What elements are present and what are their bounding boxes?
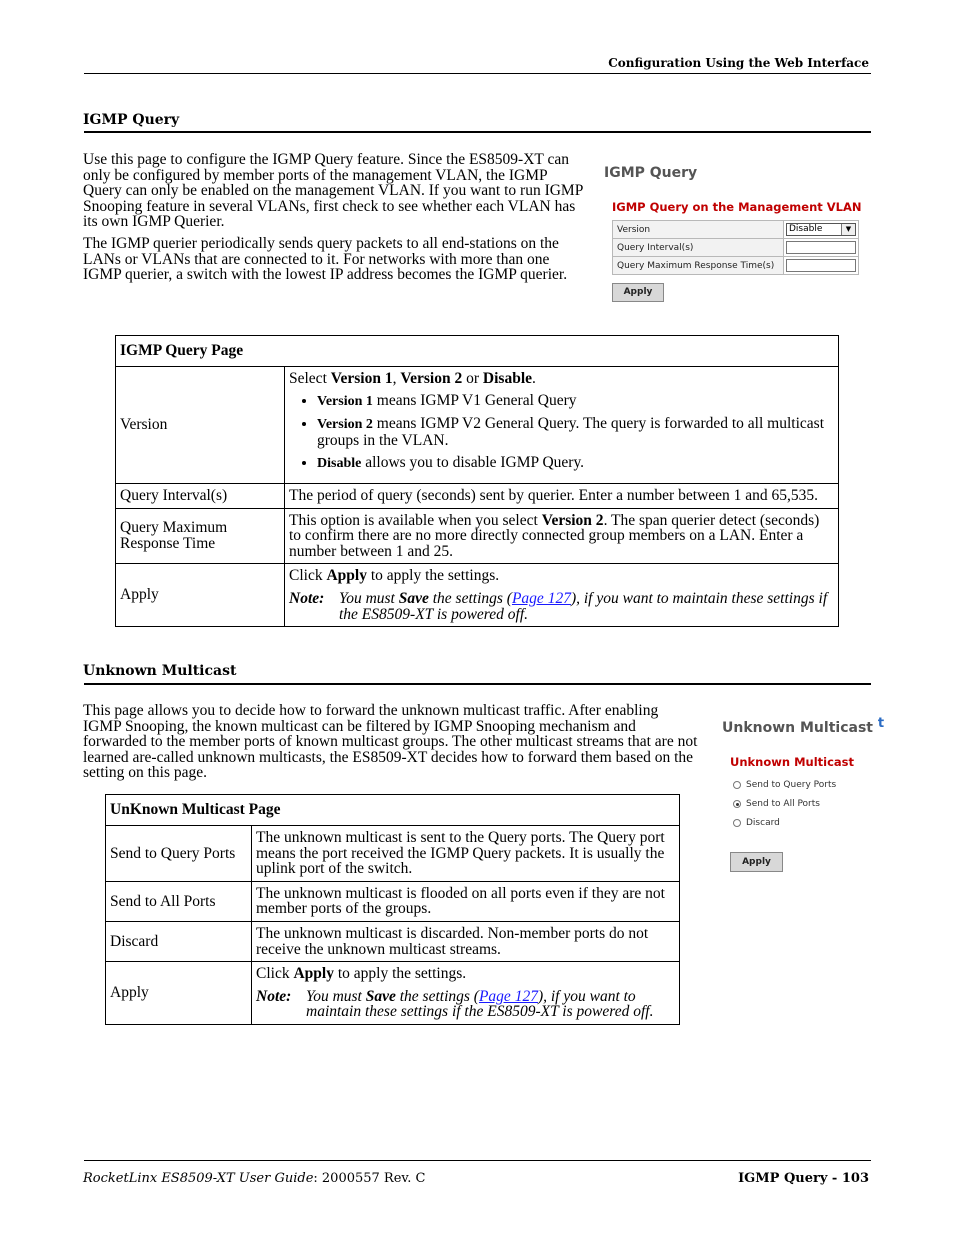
section-title-igmp-query: IGMP Query [83, 112, 180, 128]
footer-rule [84, 1160, 871, 1161]
row-label: Version [116, 367, 285, 484]
igmp-query-intro [83, 152, 583, 289]
table-row [106, 881, 680, 921]
table-row [116, 508, 839, 564]
radio-send-to-all-ports[interactable]: Send to All Ports [733, 799, 820, 809]
section-rule [84, 131, 871, 133]
query-interval-label: Query Interval(s) [613, 239, 784, 257]
footer-page-label: IGMP Query - 103 [738, 1171, 869, 1186]
form-row-max-response [613, 257, 859, 275]
table-row [116, 367, 839, 484]
form-row-version [613, 221, 859, 239]
row-desc: Select Version 1, Version 2 or Disable. • Version 1 means IGMP V1 General Query • Version 2 means IGMP V2 General Query. The query is forwarded to all multicast groups in the VLAN. • Disable allows you to disable IGMP Query. [285, 367, 839, 484]
igmp-query-form [612, 220, 859, 275]
table-row [106, 921, 680, 961]
row-label: Discard [106, 921, 252, 961]
list-item: • Disable allows you to disable IGMP Query. [317, 455, 834, 472]
panel-subtitle: IGMP Query on the Management VLAN [612, 200, 862, 214]
row-desc: The period of query (seconds) sent by querier. Enter a number between 1 and 65,535. [285, 483, 839, 508]
table-row [116, 564, 839, 627]
row-desc: Click Apply to apply the settings. Note: You must Save the settings (Page 127), if you want to maintain these settings if the ES8509-XT is powered off. [285, 564, 839, 627]
igmp-query-page-table [115, 335, 839, 627]
page-link[interactable]: Page 127 [478, 987, 538, 1005]
radio-selected-icon [733, 800, 741, 808]
row-label: Query Maximum Response Time [116, 508, 285, 564]
row-desc: The unknown multicast is flooded on all ports even if they are not member ports of the groups. [252, 881, 680, 921]
row-desc: The unknown multicast is discarded. Non-member ports do not receive the unknown multicast streams. [252, 921, 680, 961]
unknown-multicast-intro [83, 703, 698, 787]
row-desc: Click Apply to apply the settings. Note: You must Save the settings (Page 127), if you want to maintain these settings if the ES8509-XT is powered off. [252, 962, 680, 1025]
table-row [116, 483, 839, 508]
radio-icon [733, 819, 741, 827]
radio-icon [733, 781, 741, 789]
query-interval-input[interactable] [786, 241, 856, 254]
table-header: UnKnown Multicast Page [106, 795, 680, 826]
table-row [106, 962, 680, 1025]
panel-title: Unknown Multicast t [722, 716, 885, 736]
section-title-unknown-multicast: Unknown Multicast [83, 663, 237, 679]
apply-button[interactable]: Apply [612, 283, 664, 302]
radio-discard[interactable]: Discard [733, 818, 780, 828]
apply-button[interactable]: Apply [730, 852, 783, 872]
chevron-down-icon: ▼ [841, 224, 855, 235]
intro-paragraph: This page allows you to decide how to forward the unknown multicast traffic. After enabling IGMP Snooping, the known multicast can be filtered by IGMP Snooping mechanism and forwarded to the member ports of known multicast groups. The other multicast streams that are not learned are-called unknown multicasts, the ES8509-XT decides how to forward them based on the setting on this page. [83, 702, 698, 782]
version-select[interactable] [786, 223, 856, 236]
section-rule [84, 683, 871, 685]
running-header: Configuration Using the Web Interface [608, 56, 869, 70]
row-label: Send to All Ports [106, 881, 252, 921]
list-item: • Version 1 means IGMP V1 General Query [317, 393, 834, 410]
footer-guide-title: RocketLinx ES8509-XT User Guide: 2000557 Rev. C [83, 1171, 426, 1186]
row-label: Apply [106, 962, 252, 1025]
form-row-interval [613, 239, 859, 257]
row-label: Apply [116, 564, 285, 627]
row-label: Send to Query Ports [106, 826, 252, 882]
note: Note: You must Save the settings (Page 127), if you want to maintain these settings if the ES8509-XT is powered off. [289, 589, 828, 623]
version-select-value: Disable [789, 224, 823, 234]
row-desc: This option is available when you select Version 2. The span querier detect (seconds) to confirm there are no more directly connected group members on a LAN. Enter a number between 1 and 25. [285, 508, 839, 564]
table-row [106, 826, 680, 882]
row-label: Query Interval(s) [116, 483, 285, 508]
max-response-input[interactable] [786, 259, 856, 272]
note: Note: You must Save the settings (Page 127), if you want to maintain these settings if the ES8509-XT is powered off. [256, 987, 654, 1021]
intro-paragraph: The IGMP querier periodically sends query packets to all end-stations on the LANs or VLANs that are connected to it. For networks with more than one IGMP querier, a switch with the lowest IP address becomes the IGMP querier. [83, 234, 568, 284]
version-label: Version [613, 221, 784, 239]
unknown-multicast-page-table [105, 794, 680, 1025]
table-header: IGMP Query Page [116, 336, 839, 367]
header-rule [84, 73, 871, 74]
version-options-list [289, 393, 834, 472]
radio-send-to-query-ports[interactable]: Send to Query Ports [733, 780, 836, 790]
intro-paragraph: Use this page to configure the IGMP Query feature. Since the ES8509-XT can only be configured by member ports of the management VLAN, the IGMP Query can only be enabled on the management VLAN. If you want to run IGMP Snooping feature in several VLANs, first check to see whether each VLAN has its own IGMP Querier. [83, 151, 583, 231]
panel-subtitle: Unknown Multicast [730, 755, 855, 769]
page-link[interactable]: Page 127 [511, 589, 571, 607]
max-response-label: Query Maximum Response Time(s) [613, 257, 784, 275]
row-desc: The unknown multicast is sent to the Query ports. The Query port means the port received the IGMP Query packets. It is usually the uplink port of the switch. [252, 826, 680, 882]
panel-title: IGMP Query [604, 165, 698, 181]
list-item: • Version 2 means IGMP V2 General Query. The query is forwarded to all multicast groups in the VLAN. [317, 416, 834, 448]
